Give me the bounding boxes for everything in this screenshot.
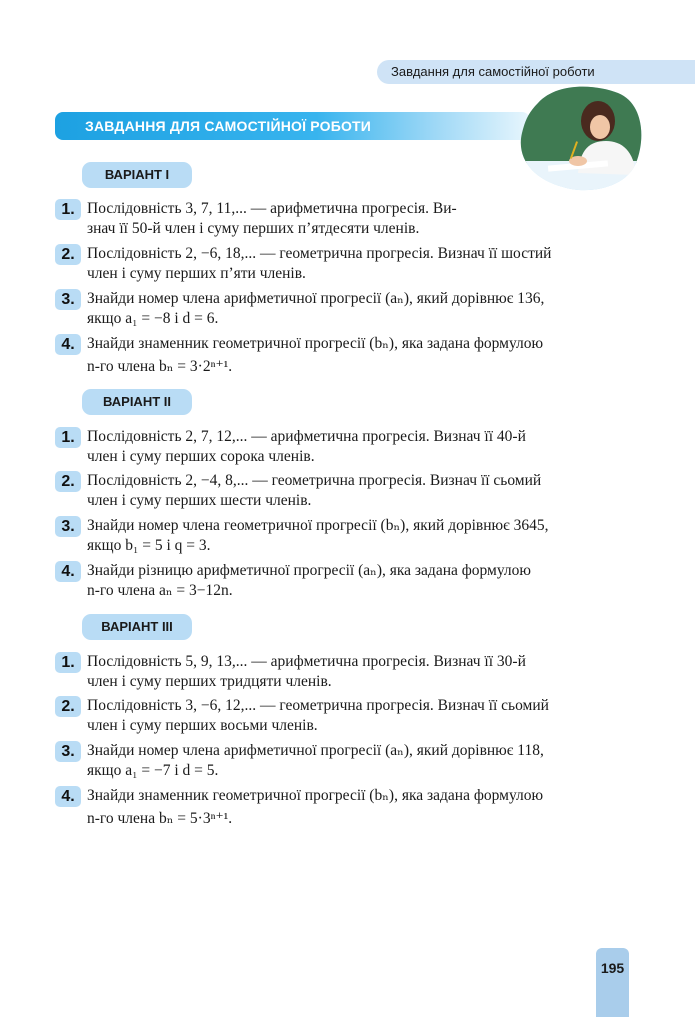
task-number-badge: 3. [55,289,81,310]
section-banner: ЗАВДАННЯ ДЛЯ САМОСТІЙНОЇ РОБОТИ [55,112,530,140]
task-text: Послідовність 5, 9, 13,... — арифметична прогресія. Визнач її 30-й член і суму перших тридцяти членів. [87,653,526,690]
task-text: Знайди знаменник геометричної прогресії (bₙ), яка задана формулою n-го члена bₙ = 3·2ⁿ⁺¹. [87,335,544,375]
task-number-badge: 2. [55,471,81,492]
task-text: Знайди номер члена геометричної прогресії (bₙ), який дорівнює 3645, якщо b₁ = 5 і q = 3. [87,517,549,554]
task-text: Знайди знаменник геометричної прогресії (bₙ), яка задана формулою n-го члена bₙ = 5·3ⁿ⁺¹. [87,787,544,827]
task-number-badge: 4. [55,786,81,807]
page-number: 195 [596,948,629,1017]
task-number-badge: 3. [55,741,81,762]
variant-label-1: ВАРІАНТ І [82,162,192,188]
task-text: Послідовність 2, −6, 18,... — геометрична прогресія. Визнач її шостий член і суму перших п’яти членів. [87,245,552,282]
task-number-badge: 2. [55,696,81,717]
task-number-badge: 4. [55,334,81,355]
task-number-badge: 3. [55,516,81,537]
task-number-badge: 1. [55,652,81,673]
variant-label-3: ВАРІАНТ ІІІ [82,614,192,640]
task-text: Послідовність 3, −6, 12,... — геометрична прогресія. Визнач її сьомий член і суму перших восьми членів. [87,697,549,734]
task-number-badge: 2. [55,244,81,265]
task-text: Знайди номер члена арифметичної прогресії (aₙ), який дорівнює 136, якщо a₁ = −8 і d = 6. [87,290,545,327]
header-tab: Завдання для самостійної роботи [377,60,695,84]
task-number-badge: 1. [55,199,81,220]
student-photo [518,83,643,195]
task-number-badge: 1. [55,427,81,448]
task-text: Послідовність 2, −4, 8,... — геометрична прогресія. Визнач її сьомий член і суму перших шести членів. [87,472,542,509]
task-text: Знайди різницю арифметичної прогресії (aₙ), яка задана формулою n-го члена aₙ = 3−12n. [87,562,531,599]
task-text: Знайди номер члена арифметичної прогресії (aₙ), який дорівнює 118, якщо a₁ = −7 і d = 5. [87,742,544,779]
variant-label-2: ВАРІАНТ ІІ [82,389,192,415]
task-number-badge: 4. [55,561,81,582]
task-text: Послідовність 3, 7, 11,... — арифметична прогресія. Ви- знач її 50-й член і суму перших п’ятдесяти членів. [87,200,457,237]
task-text: Послідовність 2, 7, 12,... — арифметична прогресія. Визнач її 40-й член і суму перших сорока членів. [87,428,526,465]
